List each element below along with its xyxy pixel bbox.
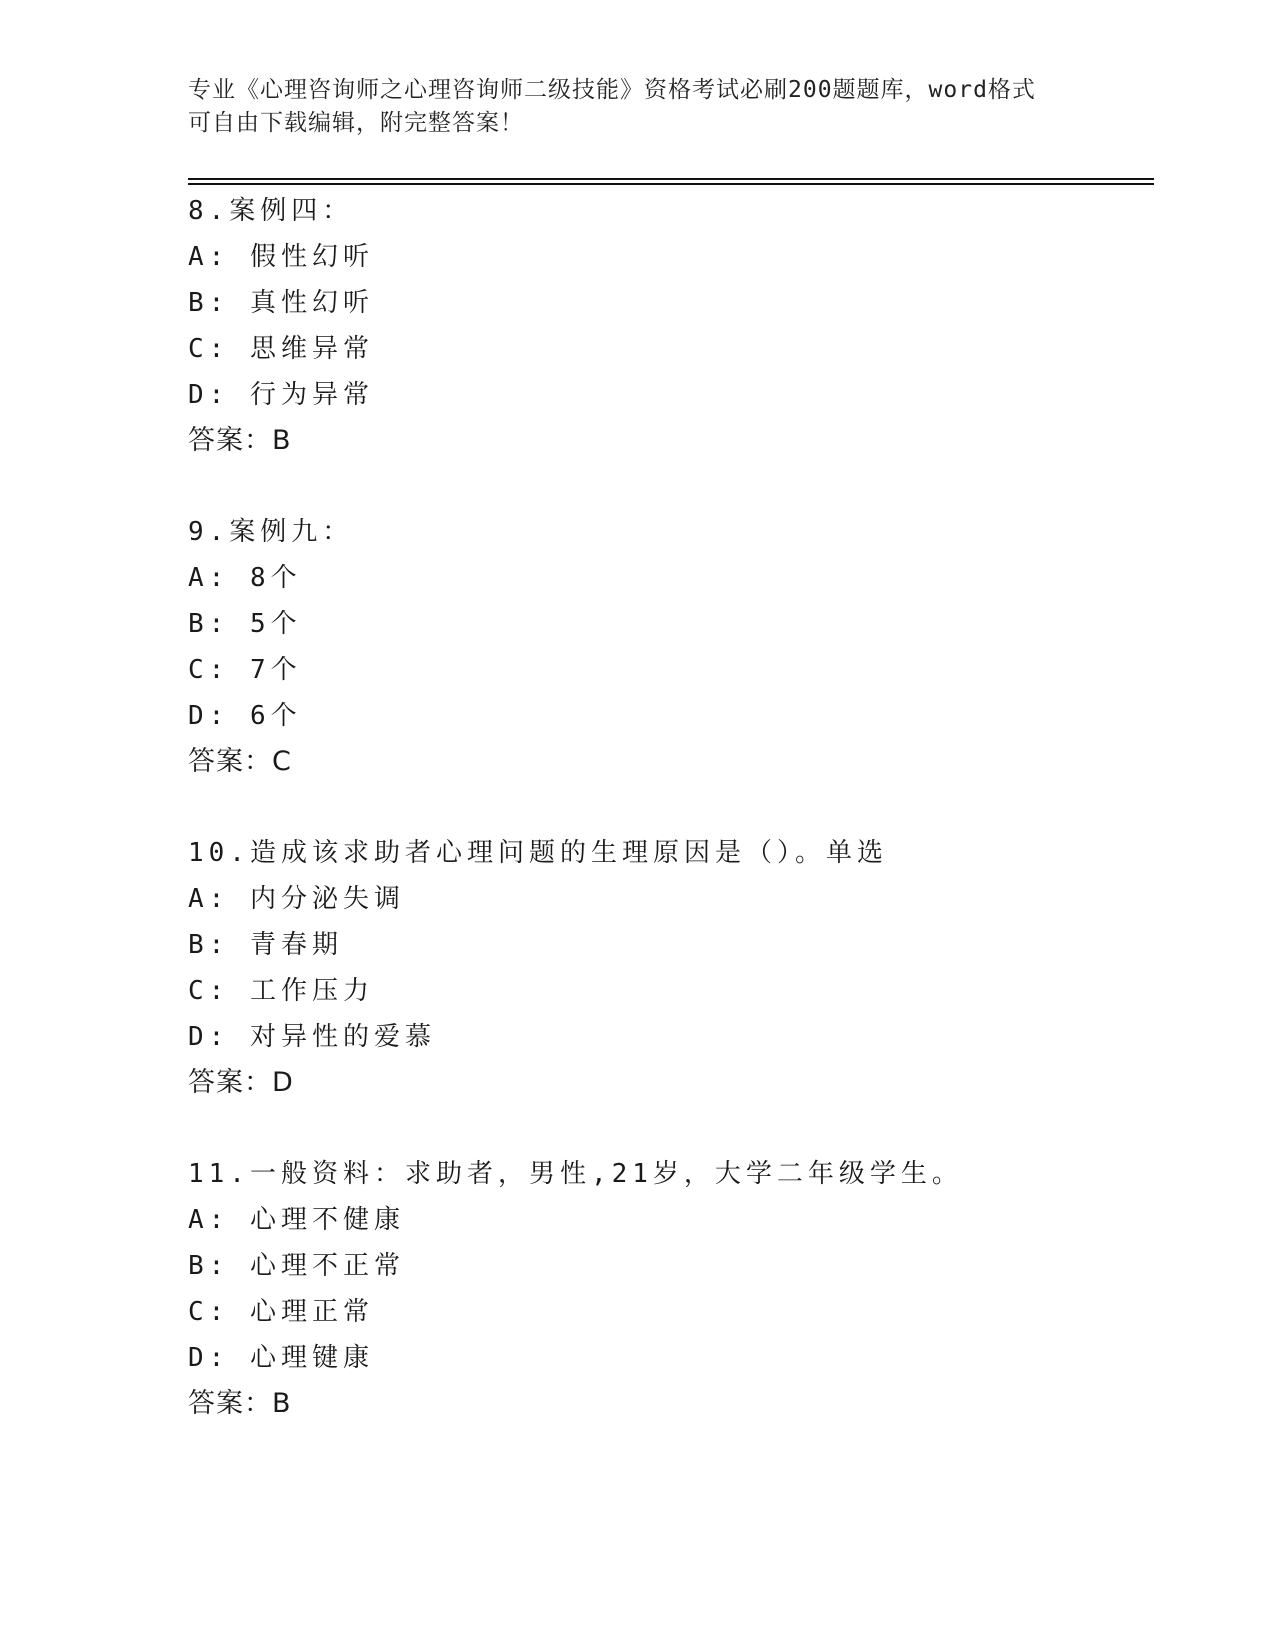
option-c: C: 心理正常 bbox=[188, 1297, 374, 1327]
question-8 bbox=[188, 188, 1168, 464]
option-d: D: 6个 bbox=[188, 701, 302, 731]
answer: 答案：B bbox=[188, 1388, 292, 1419]
question-stem: 11.一般资料：求助者，男性,21岁，大学二年级学生。 bbox=[188, 1159, 963, 1189]
option-b: B: 5个 bbox=[188, 609, 302, 639]
option-c: C: 7个 bbox=[188, 655, 302, 685]
option-a: A: 内分泌失调 bbox=[188, 884, 405, 914]
question-11 bbox=[188, 1151, 1168, 1427]
header-divider-bottom bbox=[188, 183, 1154, 185]
question-9 bbox=[188, 509, 1168, 785]
option-c: C: 工作压力 bbox=[188, 976, 374, 1006]
header-line-1: 专业《心理咨询师之心理咨询师二级技能》资格考试必刷200题题库，word格式 bbox=[188, 77, 1036, 103]
option-d: D: 行为异常 bbox=[188, 380, 374, 410]
answer: 答案：D bbox=[188, 1067, 294, 1098]
answer: 答案：C bbox=[188, 746, 292, 777]
option-a: A: 8个 bbox=[188, 563, 302, 593]
option-a: A: 假性幻听 bbox=[188, 242, 374, 272]
option-b: B: 真性幻听 bbox=[188, 288, 374, 318]
option-b: B: 心理不正常 bbox=[188, 1251, 405, 1281]
question-stem: 8.案例四： bbox=[188, 196, 354, 226]
option-d: D: 心理键康 bbox=[188, 1343, 374, 1373]
header-line-2: 可自由下载编辑，附完整答案！ bbox=[188, 110, 524, 136]
question-stem: 9.案例九： bbox=[188, 517, 354, 547]
document-header bbox=[188, 74, 1088, 140]
header-divider-top bbox=[188, 178, 1154, 180]
option-d: D: 对异性的爱慕 bbox=[188, 1022, 436, 1052]
question-10 bbox=[188, 830, 1168, 1106]
question-stem: 10.造成该求助者心理问题的生理原因是（）。单选 bbox=[188, 838, 888, 868]
answer: 答案：B bbox=[188, 425, 292, 456]
option-b: B: 青春期 bbox=[188, 930, 343, 960]
option-c: C: 思维异常 bbox=[188, 334, 374, 364]
option-a: A: 心理不健康 bbox=[188, 1205, 405, 1235]
